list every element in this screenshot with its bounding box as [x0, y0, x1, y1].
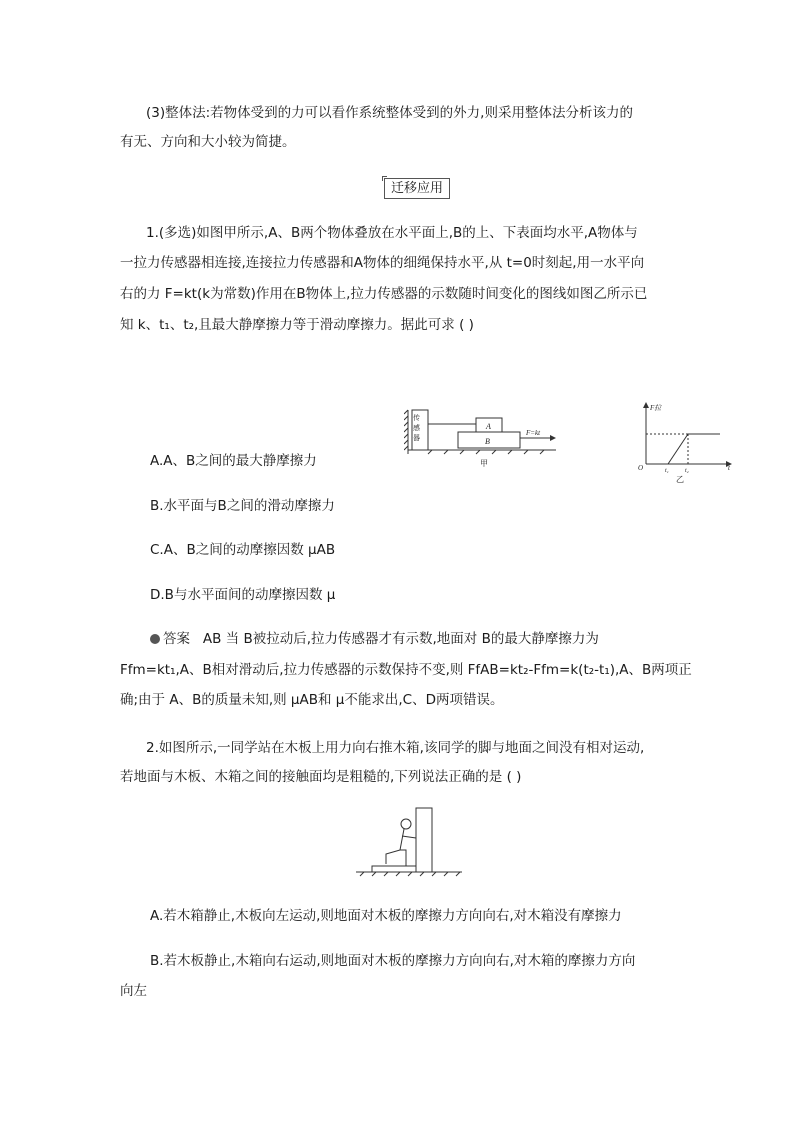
- q1-option-b: B.水平面与B之间的滑动摩擦力: [150, 498, 335, 514]
- box: [416, 808, 432, 872]
- q2-option-a: A.若木箱静止,木板向左运动,则地面对木板的摩擦力方向向右,对木箱没有摩擦力: [150, 908, 622, 924]
- yi-ylabel: F拉: [650, 404, 662, 412]
- curve-rise: [668, 434, 688, 464]
- intro-line-2: 有无、方向和大小较为简捷。: [120, 134, 296, 150]
- figure-push: [354, 806, 464, 882]
- q1-option-a: A.A、B之间的最大静摩擦力: [150, 453, 317, 469]
- q1-line-4: 知 k、t₁、t₂,且最大静摩擦力等于滑动摩擦力。据此可求 ( ): [120, 317, 474, 333]
- q1-answer-line-1: [150, 628, 599, 650]
- answer-label: 答案: [163, 631, 190, 647]
- yi-t1: t₁: [665, 468, 669, 474]
- q1-line-1: 1.(多选)如图甲所示,A、B两个物体叠放在水平面上,B的上、下表面均水平,A物体与: [146, 225, 638, 241]
- q1-option-c: C.A、B之间的动摩擦因数 μAB: [150, 542, 336, 558]
- label-a: A: [486, 422, 491, 431]
- force-label: F=kt: [526, 429, 541, 437]
- figure-jia: [404, 400, 564, 472]
- q1-line-2: 一拉力传感器相连接,连接拉力传感器和A物体的细绳保持水平,从 t=0时刻起,用一水平向: [120, 255, 645, 271]
- person-body: [400, 829, 406, 866]
- q2-line-2: 若地面与木板、木箱之间的接触面均是粗糙的,下列说法正确的是 ( ): [120, 769, 522, 785]
- section-title: 迁移应用: [384, 178, 450, 199]
- yi-xlabel: t: [728, 464, 730, 472]
- caption-yi: 乙: [676, 475, 684, 484]
- svg-text:感: 感: [413, 425, 420, 432]
- intro-line-1: (3)整体法:若物体受到的力可以看作系统整体受到的外力,则采用整体法分析该力的: [146, 105, 633, 121]
- q1-answer-line-2: Ffm=kt₁,A、B相对滑动后,拉力传感器的示数保持不变,则 FfAB=kt₂-Ffm=k(t₂-t₁),A、B两项正: [120, 662, 692, 678]
- yi-t2: t₂: [685, 468, 689, 474]
- q2-option-b-1: B.若木板静止,木箱向右运动,则地面对木板的摩擦力方向向右,对木箱的摩擦力方向: [150, 953, 636, 969]
- q2-option-b-2: 向左: [120, 983, 147, 999]
- yi-origin: O: [638, 464, 644, 472]
- answer-text-1: AB 当 B被拉动后,拉力传感器才有示数,地面对 B的最大静摩擦力为: [202, 631, 599, 647]
- answer-icon: [150, 634, 160, 644]
- sensor-label-1: 传: [413, 415, 420, 422]
- person-head: [401, 819, 411, 829]
- q1-option-d: D.B与水平面间的动摩擦因数 μ: [150, 587, 336, 603]
- svg-text:器: 器: [413, 435, 420, 442]
- caption-jia: 甲: [480, 459, 488, 468]
- q2-line-1: 2.如图所示,一同学站在木板上用力向右推木箱,该同学的脚与地面之间没有相对运动,: [146, 740, 645, 756]
- q1-line-3: 右的力 F=kt(k为常数)作用在B物体上,拉力传感器的示数随时间变化的图线如图乙所示已: [120, 286, 648, 302]
- q1-answer-line-3: 确;由于 A、B的质量未知,则 μAB和 μ不能求出,C、D两项错误。: [120, 692, 504, 708]
- board: [372, 866, 416, 872]
- figure-yi: [636, 400, 736, 486]
- label-b: B: [485, 437, 490, 446]
